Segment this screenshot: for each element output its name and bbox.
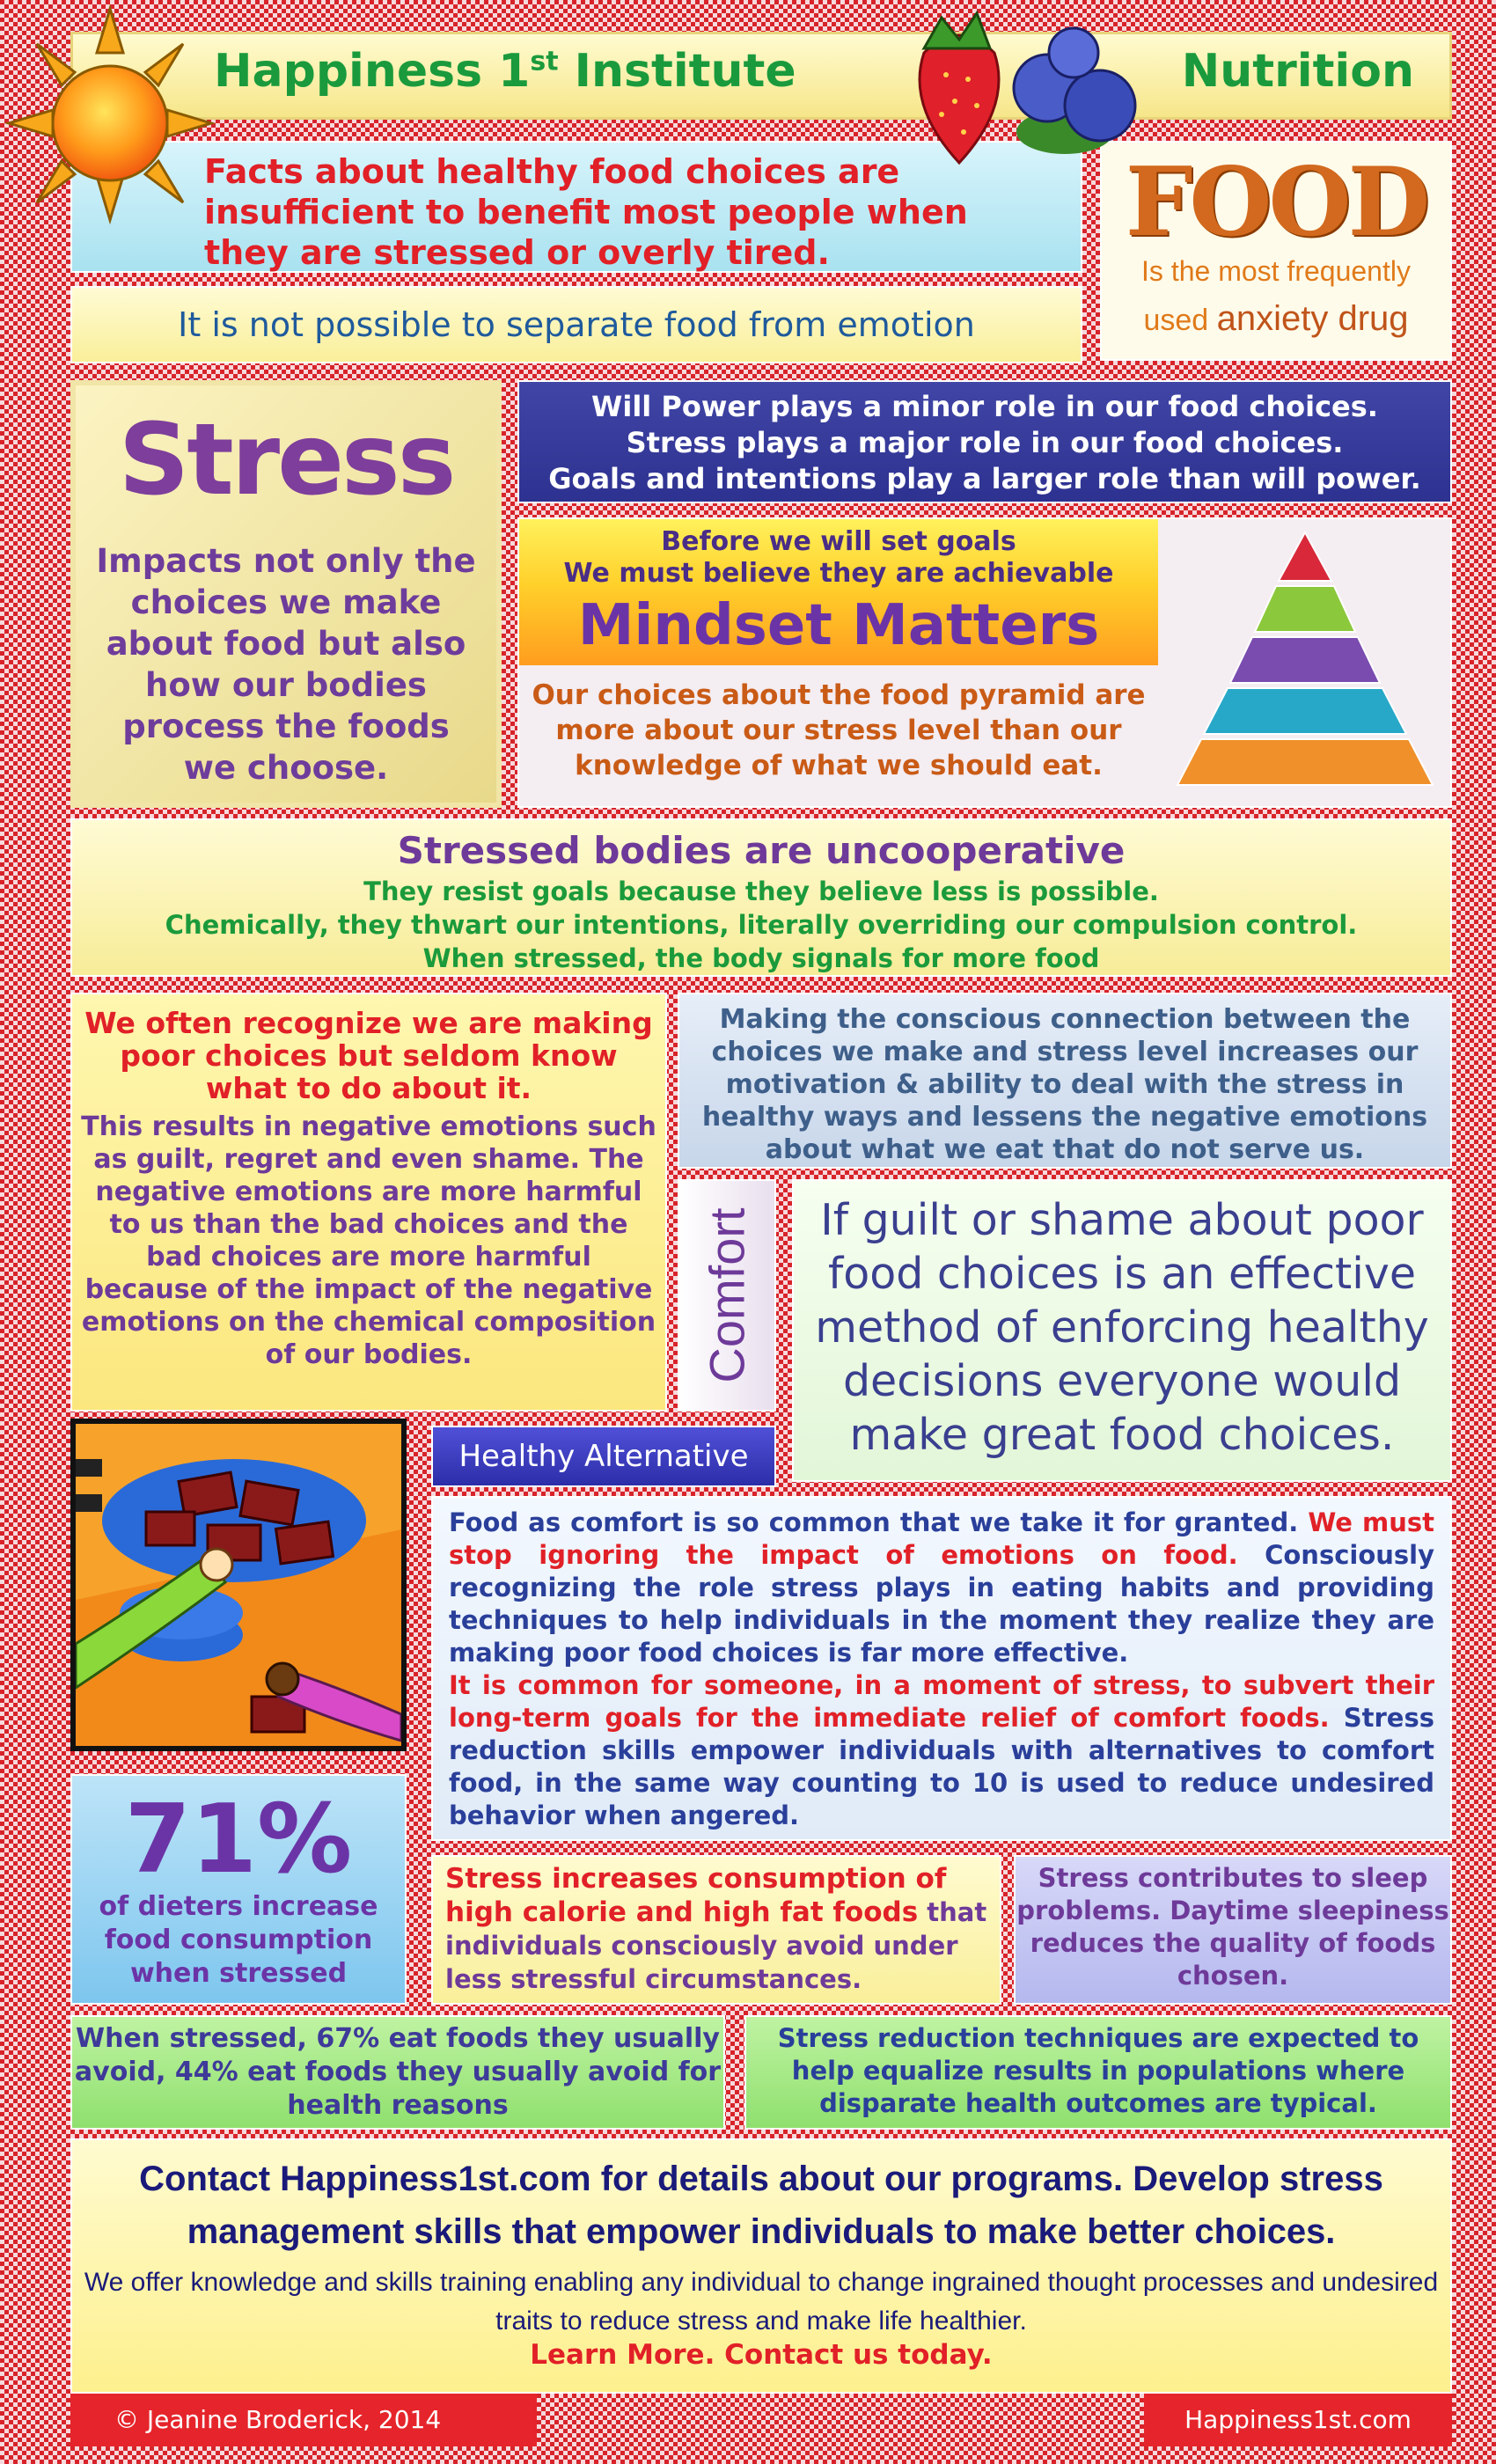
sleep-box xyxy=(1014,1855,1452,2005)
institute-title: Happiness 1st Institute xyxy=(214,45,796,98)
emotion-box xyxy=(70,286,1082,363)
uncooperative-line2: Chemically, they thwart our intentions, literally overriding our compulsion control. xyxy=(165,910,1358,940)
dieters-stat-text: of dieters increase food consumption when stressed xyxy=(99,1891,378,1989)
stress-text: Impacts not only the choices we make about food but also how our bodies process the foods we choose. xyxy=(96,542,476,787)
copyright-bar xyxy=(70,2394,537,2446)
dieters-percentage: 71% xyxy=(124,1785,353,1895)
food-line2: used anxiety drug xyxy=(1143,299,1409,338)
guilt-box xyxy=(792,1179,1452,1482)
brownies-image xyxy=(76,1424,401,1746)
calorie-box xyxy=(431,1855,1001,2005)
berries-icon xyxy=(862,0,1153,176)
goals-line1: Before we will set goals xyxy=(661,526,1016,557)
uncooperative-line3: When stressed, the body signals for more food xyxy=(422,943,1100,973)
food-box xyxy=(1100,141,1452,361)
recognize-red-text: We often recognize we are making poor choices but seldom know what to do about it. xyxy=(84,1006,653,1105)
comfort-food-box xyxy=(431,1496,1452,1841)
stressed-eating-text: When stressed, 67% eat foods they usually avoid, 44% eat foods they usually avoid for health reasons xyxy=(74,2023,722,2121)
recognize-purple-text: This results in negative emotions such as guilt, regret and even shame. The negative emotions are more harmful to us than the bad choices and the bad choices are more harmful because of the impact of the negative emotions on the chemical composition of our bodies. xyxy=(81,1111,656,1370)
uncooperative-title: Stressed bodies are uncooperative xyxy=(397,829,1126,872)
contact-box xyxy=(70,2138,1452,2394)
goals-line2: We must believe they are achievable xyxy=(563,558,1114,589)
contact-subtext: We offer knowledge and skills training enabling any individual to change ingrained thought processes and undesired traits to reduce stress and make life healthier. xyxy=(84,2268,1439,2336)
pyramid-choices-text: Our choices about the food pyramid are more about our stress level than our knowledge of what we should eat. xyxy=(532,679,1146,781)
willpower-text: Will Power plays a minor role in our food choices. Stress plays a major role in our food choices. Goals and intentions play a larger role than will power. xyxy=(548,390,1421,495)
techniques-text: Stress reduction techniques are expected to help equalize results in populations where disparate health outcomes are typical. xyxy=(777,2023,1419,2118)
food-pyramid-icon xyxy=(1169,528,1441,792)
calorie-text: Stress increases consumption of high calorie and high fat foods that individuals consciously avoid under less stressful circumstances. xyxy=(445,1863,987,1994)
emotion-text: It is not possible to separate food from emotion xyxy=(178,305,975,344)
brownies-illustration xyxy=(70,1419,407,1751)
comfort-label-box xyxy=(678,1179,776,1412)
facts-text: Facts about healthy food choices are insufficient to benefit most people when they are stressed or overly tired. xyxy=(204,152,968,272)
mindset-banner xyxy=(519,519,1158,665)
dieters-stat-box xyxy=(70,1774,407,2005)
copyright-text: © Jeanine Broderick, 2014 xyxy=(114,2405,442,2434)
sun-icon xyxy=(0,0,220,229)
mindset-section xyxy=(517,517,1452,808)
willpower-box xyxy=(517,380,1452,503)
guilt-text: If guilt or shame about poor food choices is an effective method of enforcing healthy decisions everyone would make great food choices. xyxy=(815,1195,1429,1460)
conscious-box xyxy=(678,993,1452,1169)
comfort-food-text: Food as comfort is so common that we take it for granted. We must stop ignoring the impact of emotions on food. Consciously recognizing the role stress plays in eating habits and providing techniques to help individuals in the moment they realize they are making poor food choices is far more effective. It is common for someone, in a moment of stress, to subvert their long-term goals for the immediate relief of comfort foods. Stress reduction skills empower individuals with alternatives to comfort food, in the same way counting to 10 is used to reduce undesired behavior when angered. xyxy=(449,1507,1435,1830)
conscious-text: Making the conscious connection between the choices we make and stress level increases our motivation & ability to deal with the stress in healthy ways and lessens the negative emotions about what we eat that do not serve us. xyxy=(701,1004,1428,1165)
section-title: Nutrition xyxy=(1181,45,1414,98)
uncooperative-line1: They resist goals because they believe less is possible. xyxy=(363,876,1159,906)
stress-box xyxy=(70,380,502,808)
sleep-text: Stress contributes to sleep problems. Daytime sleepiness reduces the quality of foods chosen. xyxy=(1016,1863,1449,1991)
comfort-label: Comfort xyxy=(699,1207,755,1383)
food-line1: Is the most frequently xyxy=(1141,255,1411,287)
learn-more-link[interactable]: Learn More. Contact us today. xyxy=(530,2339,993,2371)
uncooperative-box xyxy=(70,818,1452,977)
techniques-box xyxy=(744,2015,1452,2130)
contact-headline: Contact Happiness1st.com for details about our programs. Develop stress management skills that empower individuals to make better choices. xyxy=(139,2160,1383,2251)
mindset-title: Mindset Matters xyxy=(577,593,1100,658)
healthy-alternative-label: Healthy Alternative xyxy=(431,1426,776,1487)
food-heading: FOOD xyxy=(1125,147,1427,258)
stress-heading: Stress xyxy=(118,403,454,517)
recognize-box xyxy=(70,993,667,1412)
header-banner xyxy=(70,32,1452,120)
site-url-link[interactable]: Happiness1st.com xyxy=(1184,2405,1412,2434)
stressed-eating-box xyxy=(70,2015,725,2130)
site-url-bar[interactable] xyxy=(1144,2394,1452,2446)
